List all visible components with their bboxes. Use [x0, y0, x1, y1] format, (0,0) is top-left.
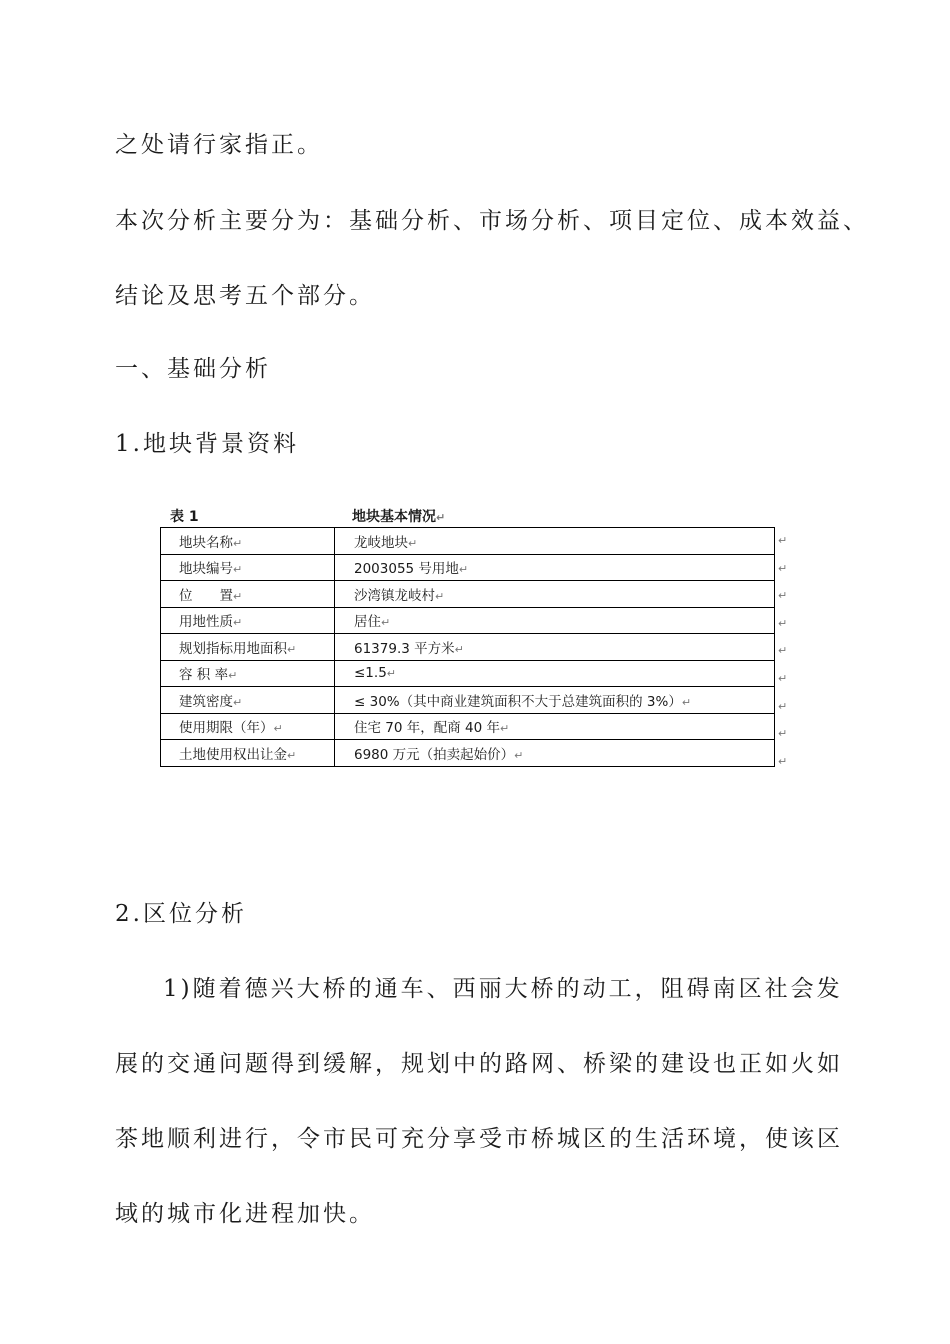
paragraph-location-line1: 1)随着德兴大桥的通车、西丽大桥的动工，阻碍南区社会发	[163, 976, 843, 1002]
cell-label-text: 用地性质	[179, 614, 233, 631]
cell-value-text: 住宅 70 年，配商 40 年	[354, 720, 501, 737]
cell-value-text: 2003055 号用地	[354, 561, 459, 578]
table-cell-label	[161, 687, 335, 714]
cell-label-text: 使用期限（年）	[179, 720, 274, 737]
cell-mark: ↵	[287, 642, 297, 656]
cell-value-text: 沙湾镇龙岐村	[354, 587, 435, 604]
land-info-table	[160, 527, 775, 767]
table-cell-label	[161, 660, 335, 687]
cell-label-text: 容 积 率	[179, 667, 229, 684]
cell-mark: ↵	[233, 536, 243, 550]
cell-mark: ↵	[233, 563, 243, 577]
cell-mark: ↵	[287, 748, 297, 762]
cell-value-text: ≤1.5	[354, 665, 387, 682]
row-end-mark: ↵	[778, 534, 788, 547]
table-row	[161, 581, 775, 608]
table-row	[161, 740, 775, 767]
table-cell-value	[335, 660, 775, 687]
cell-mark: ↵	[458, 563, 469, 577]
table-caption-title	[352, 506, 445, 526]
cell-mark: ↵	[233, 589, 243, 603]
table-cell-value	[335, 607, 775, 634]
paragraph-location-line4: 域的城市化进程加快。	[115, 1201, 375, 1227]
cell-label-text: 地块编号	[179, 561, 233, 578]
heading-basic-analysis: 一、基础分析	[115, 356, 271, 382]
heading-land-background: 1.地块背景资料	[115, 431, 299, 457]
table-caption-number: 表 1	[170, 509, 199, 525]
cell-value-text: 6980 万元（拍卖起始价）	[354, 746, 515, 763]
cell-mark: ↵	[408, 536, 418, 550]
paragraph-mark: ↵	[436, 511, 446, 524]
row-end-marks	[778, 527, 790, 775]
table-row	[161, 607, 775, 634]
cell-mark: ↵	[381, 616, 391, 630]
table-cell-label	[161, 634, 335, 661]
row-end-mark: ↵	[778, 754, 788, 768]
table-row	[161, 687, 775, 714]
row-end-mark: ↵	[778, 671, 788, 685]
row-end-mark: ↵	[778, 644, 788, 658]
cell-mark: ↵	[386, 667, 396, 681]
table-cell-label	[161, 528, 335, 555]
cell-label-text: 地块名称	[179, 534, 233, 551]
table-cell-label	[161, 554, 335, 581]
cell-mark: ↵	[435, 589, 445, 603]
cell-mark: ↵	[500, 722, 510, 736]
paragraph-continuation: 之处请行家指正。	[115, 132, 323, 158]
row-end-mark: ↵	[778, 589, 788, 603]
table-cell-value	[335, 554, 775, 581]
table-cell-value	[335, 581, 775, 608]
table-row	[161, 660, 775, 687]
table-cell-value	[335, 634, 775, 661]
cell-value-text: ≤ 30%（其中商业建筑面积不大于总建筑面积的 3%）	[354, 693, 682, 710]
table-row	[161, 713, 775, 740]
table-cell-value	[335, 740, 775, 767]
paragraph-analysis-parts-line1: 本次分析主要分为：基础分析、市场分析、项目定位、成本效益、	[115, 208, 869, 234]
table-row	[161, 554, 775, 581]
row-end-mark: ↵	[778, 699, 788, 713]
cell-mark: ↵	[233, 616, 243, 630]
cell-mark: ↵	[454, 642, 464, 656]
table-caption-title-text: 地块基本情况	[352, 509, 436, 525]
table-row	[161, 528, 775, 555]
table-cell-value	[335, 687, 775, 714]
cell-label-text: 规划指标用地面积	[179, 640, 287, 657]
paragraph-analysis-parts-line2: 结论及思考五个部分。	[115, 283, 375, 309]
cell-mark: ↵	[273, 722, 283, 736]
paragraph-location-line3: 茶地顺利进行，令市民可充分享受市桥城区的生活环境，使该区	[115, 1126, 843, 1152]
cell-value-text: 居住	[354, 614, 381, 631]
row-end-mark: ↵	[778, 727, 788, 741]
cell-label-text: 建筑密度	[179, 693, 233, 710]
cell-mark: ↵	[228, 669, 238, 683]
cell-label-text: 位 置	[179, 587, 233, 604]
table-cell-label	[161, 740, 335, 767]
table-cell-label	[161, 607, 335, 634]
table-caption	[170, 506, 770, 526]
table-cell-value	[335, 528, 775, 555]
table-cell-value	[335, 713, 775, 740]
row-end-mark: ↵	[778, 561, 788, 575]
cell-label-text: 土地使用权出让金	[179, 746, 287, 763]
cell-mark: ↵	[233, 695, 243, 709]
table-row	[161, 634, 775, 661]
cell-mark: ↵	[514, 748, 524, 762]
cell-mark: ↵	[681, 695, 692, 709]
row-end-mark: ↵	[778, 616, 788, 630]
cell-value-text: 龙岐地块	[354, 534, 408, 551]
paragraph-location-line2: 展的交通问题得到缓解，规划中的路网、桥梁的建设也正如火如	[115, 1051, 843, 1077]
table-cell-label	[161, 713, 335, 740]
table-cell-label	[161, 581, 335, 608]
heading-location-analysis: 2.区位分析	[115, 901, 247, 927]
cell-value-text: 61379.3 平方米	[354, 640, 455, 657]
